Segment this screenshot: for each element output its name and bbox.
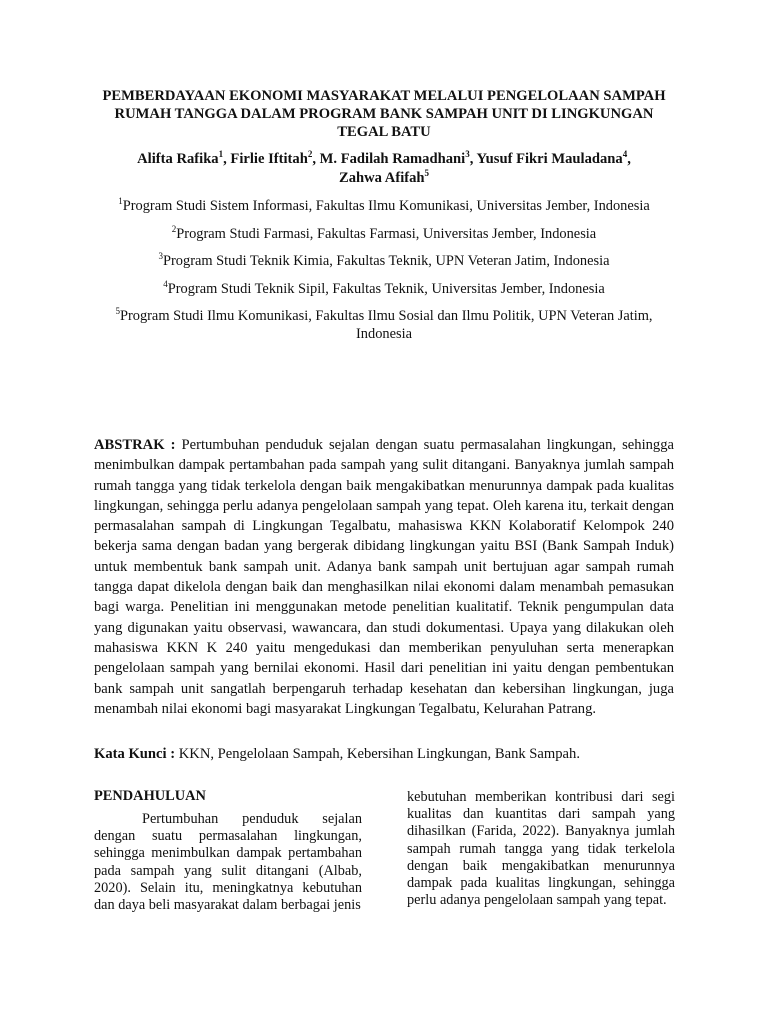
keywords xyxy=(94,744,674,764)
affiliation: $^1$Program Studi Sistem Informasi, Fakultas Ilmu Komunikasi, Universitas Jember, Indonesia xyxy=(118,196,650,214)
author: Firlie Iftitah$^2$, xyxy=(230,149,320,167)
keywords-text: KKN, Pengelolaan Sampah, Kebersihan Lingkungan, Bank Sampah. xyxy=(178,746,580,762)
intro-left-column xyxy=(94,788,362,914)
paper-title: PEMBERDAYAAN EKONOMI MASYARAKAT MELALUI PENGELOLAAN SAMPAH RUMAH TANGGA DALAM PROGRAM BANK SAMPAH UNIT DI LINGKUNGAN TEGAL BATU xyxy=(102,88,666,140)
section-heading: PENDAHULUAN xyxy=(94,788,206,804)
author: M. Fadilah Ramadhani$^3$, xyxy=(319,149,477,167)
affiliation: $^5$Program Studi Ilmu Komunikasi, Fakultas Ilmu Sosial dan Ilmu Politik, UPN Veteran Jatim, Indonesia xyxy=(115,306,653,342)
intro-right-column xyxy=(407,789,675,909)
author: Yusuf Fikri Mauladana$^4$, xyxy=(476,149,631,167)
intro-paragraph-continued: kebutuhan memberikan kontribusi dari segi kualitas dan kuantitas dari sampah yang dihasilkan (Farida, 2022). Banyaknya jumlah sampah rumah tangga yang tidak terkelola dengan baik mengakibatkan menurunnya dampak pada kualitas lingkungan, sehingga perlu adanya pengelolaan sampah yang tepat. xyxy=(407,789,675,909)
abstract-label: ABSTRAK : xyxy=(94,437,176,453)
keywords-label: Kata Kunci : xyxy=(94,746,176,762)
author: Zahwa Afifah$^5$ xyxy=(338,168,430,186)
affiliation: $^3$Program Studi Teknik Kimia, Fakultas Teknik, UPN Veteran Jatim, Indonesia xyxy=(158,251,610,269)
affiliation: $^4$Program Studi Teknik Sipil, Fakultas Teknik, Universitas Jember, Indonesia xyxy=(163,279,605,297)
intro-paragraph: Pertumbuhan penduduk sejalan dengan suatu permasalahan lingkungan, sehingga menimbulkan dampak pertambahan pada sampah yang sulit ditangani (Albab, 2020). Selain itu, meningkatnya kebutuhan dan daya beli masyarakat dalam berbagai jenis xyxy=(94,811,362,914)
affiliation: $^2$Program Studi Farmasi, Fakultas Farmasi, Universitas Jember, Indonesia xyxy=(171,224,597,242)
abstract-text: Pertumbuhan penduduk sejalan dengan suatu permasalahan lingkungan, sehingga menimbulkan dampak pertambahan pada sampah yang sulit ditangani. Banyaknya jumlah sampah rumah tangga yang tidak terkelola dengan baik mengakibatkan menurunnya dampak pada kualitas lingkungan, sehingga perlu adanya pengelolaan sampah yang tepat. Oleh karena itu, terkait dengan permasalahan sampah di Lingkungan Tegalbatu, mahasiswa KKN Kolaboratif Kelompok 240 bekerja sama dengan badan yang bergerak dibidang lingkungan yaitu BSI (Bank Sampah Induk) untuk membentuk bank sampah unit. Adanya bank sampah unit bertujuan agar sampah rumah tangga dapat dikelola dengan baik dan menghasilkan nilai ekonomi dalam menambah pemasukan bagi warga. Penelitian ini menggunakan metode penelitian kualitatif. Teknik pengumpulan data yang digunakan yaitu observasi, wawancara, dan studi dokumentasi. Upaya yang dilakukan oleh mahasiswa KKN K 240 yaitu mengedukasi dan memberikan penyuluhan serta menerapkan pengelolaan sampah yang bernilai ekonomi. Hasil dari penelitian ini yaitu dengan pembentukan bank sampah unit sangatlah berpengaruh terhadap kesehatan dan kebersihan lingkungan, juga menambah nilai ekonomi bagi masyarakat Lingkungan Tegalbatu, Kelurahan Patrang. xyxy=(94,437,675,717)
author: Alifta Rafika$^1$, xyxy=(137,149,231,167)
author-list xyxy=(95,150,673,188)
abstract xyxy=(94,435,674,719)
